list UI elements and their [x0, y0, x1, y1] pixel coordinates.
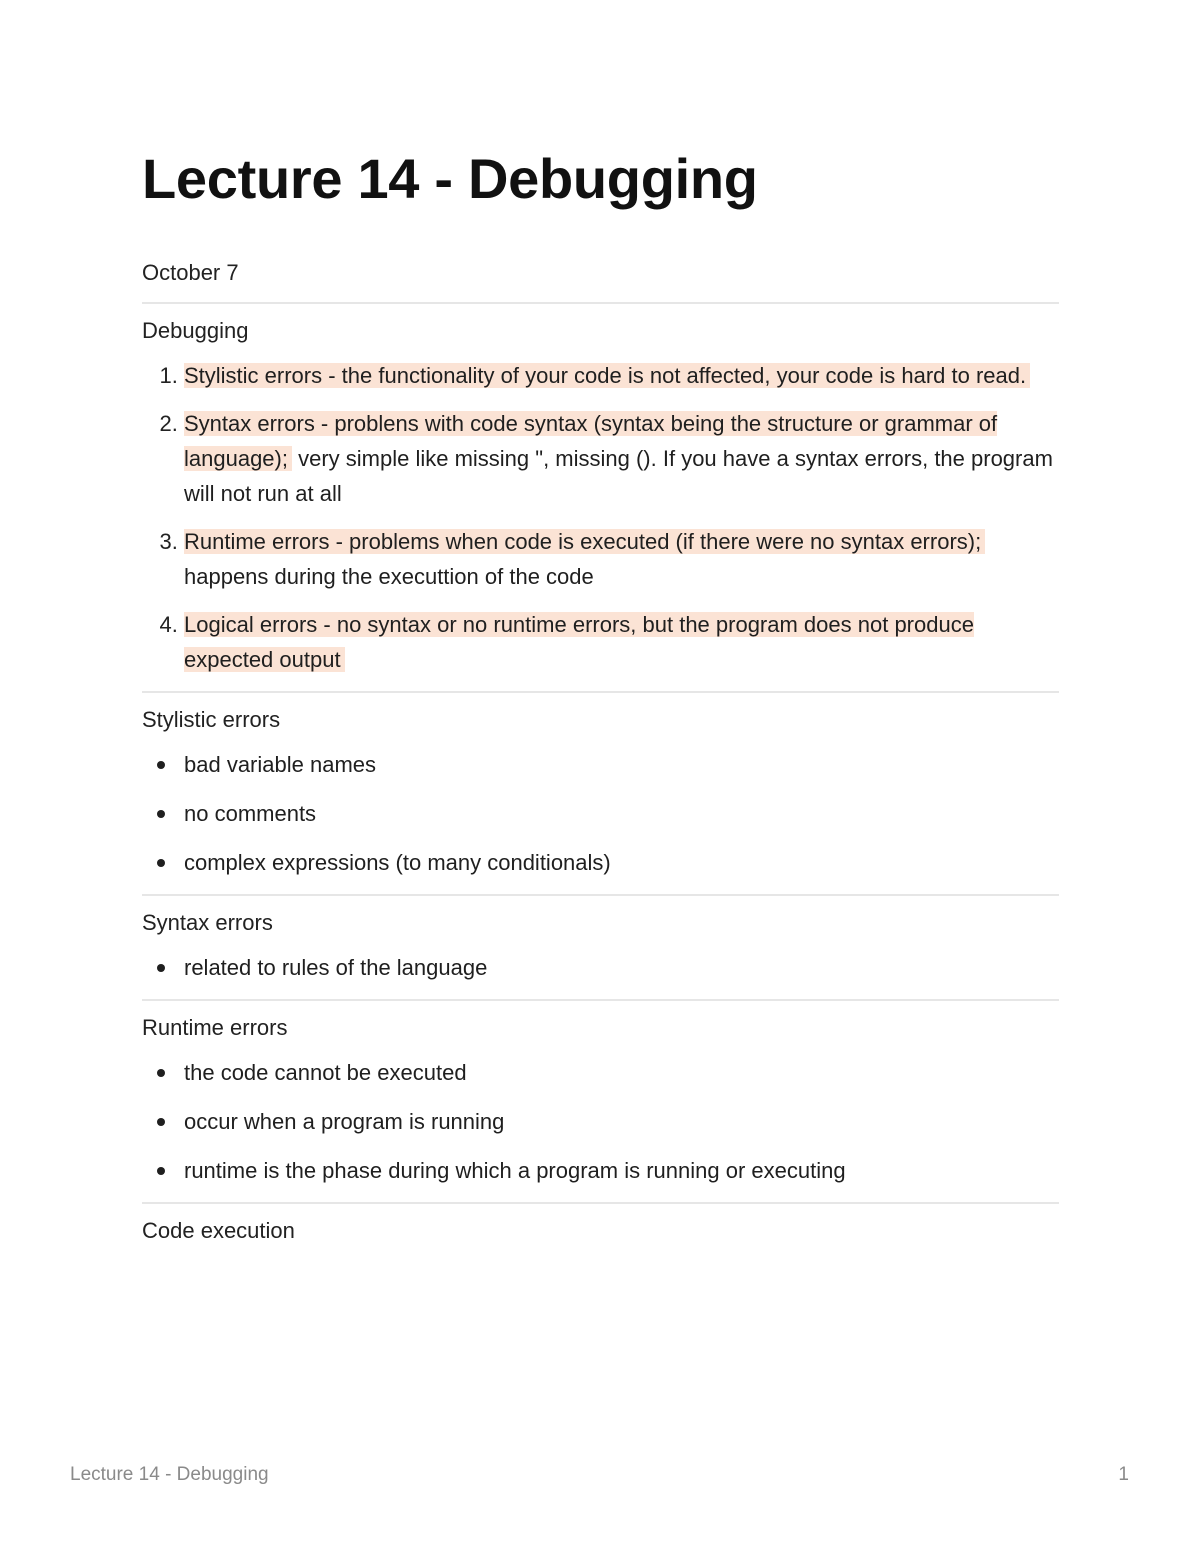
- page-content: [142, 140, 1059, 1246]
- list-item: [184, 524, 1059, 594]
- section-heading-debugging: Debugging: [142, 318, 249, 343]
- list-item: [184, 796, 1059, 831]
- list-item: [184, 607, 1059, 677]
- list-item-text: complex expressions (to many conditionals): [184, 850, 611, 875]
- debugging-error-types-list: [142, 358, 1059, 677]
- list-item: [184, 950, 1059, 985]
- highlighted-text: Logical errors - no syntax or no runtime errors, but the program does not produce expected output: [184, 612, 974, 672]
- list-item-text: occur when a program is running: [184, 1109, 505, 1134]
- list-item: [184, 1153, 1059, 1188]
- bullet-icon: [157, 1118, 165, 1126]
- list-item-text: very simple like missing ", missing (). If you have a syntax errors, the program will not run at all: [184, 446, 1053, 506]
- page-title: Lecture 14 - Debugging: [142, 147, 758, 210]
- bullet-icon: [157, 1069, 165, 1077]
- highlighted-text: Runtime errors - problems when code is executed (if there were no syntax errors);: [184, 529, 985, 554]
- section-heading-stylistic-errors: Stylistic errors: [142, 707, 281, 732]
- highlighted-text: Stylistic errors - the functionality of your code is not affected, your code is hard to read.: [184, 363, 1030, 388]
- highlighted-text: Syntax errors - problens with code syntax (syntax being the structure or grammar of language);: [184, 411, 998, 471]
- list-item: [184, 1104, 1059, 1139]
- section-heading-code-execution: Code execution: [142, 1218, 295, 1243]
- runtime-errors-list: [142, 1055, 1059, 1188]
- bullet-icon: [157, 761, 165, 769]
- divider: [142, 894, 1059, 896]
- page-date: October 7: [142, 260, 239, 285]
- bullet-icon: [157, 859, 165, 867]
- list-item-text: bad variable names: [184, 752, 377, 777]
- list-item-text: no comments: [184, 801, 317, 826]
- list-item: [184, 1055, 1059, 1090]
- divider: [142, 302, 1059, 304]
- footer-title: Lecture 14 - Debugging: [70, 1464, 269, 1485]
- syntax-errors-list: [142, 950, 1059, 985]
- list-item-text: the code cannot be executed: [184, 1060, 467, 1085]
- stylistic-errors-list: [142, 747, 1059, 880]
- list-item: [184, 358, 1059, 393]
- section-heading-runtime-errors: Runtime errors: [142, 1015, 288, 1040]
- list-item: [184, 406, 1059, 511]
- bullet-icon: [157, 810, 165, 818]
- footer-page-number: 1: [1118, 1464, 1129, 1485]
- divider: [142, 999, 1059, 1001]
- list-item-text: happens during the executtion of the code: [184, 564, 594, 589]
- divider: [142, 691, 1059, 693]
- list-item-text: runtime is the phase during which a program is running or executing: [184, 1158, 846, 1183]
- section-heading-syntax-errors: Syntax errors: [142, 910, 273, 935]
- divider: [142, 1202, 1059, 1204]
- bullet-icon: [157, 964, 165, 972]
- list-item: [184, 845, 1059, 880]
- bullet-icon: [157, 1167, 165, 1175]
- list-item-text: related to rules of the language: [184, 955, 488, 980]
- list-item: [184, 747, 1059, 782]
